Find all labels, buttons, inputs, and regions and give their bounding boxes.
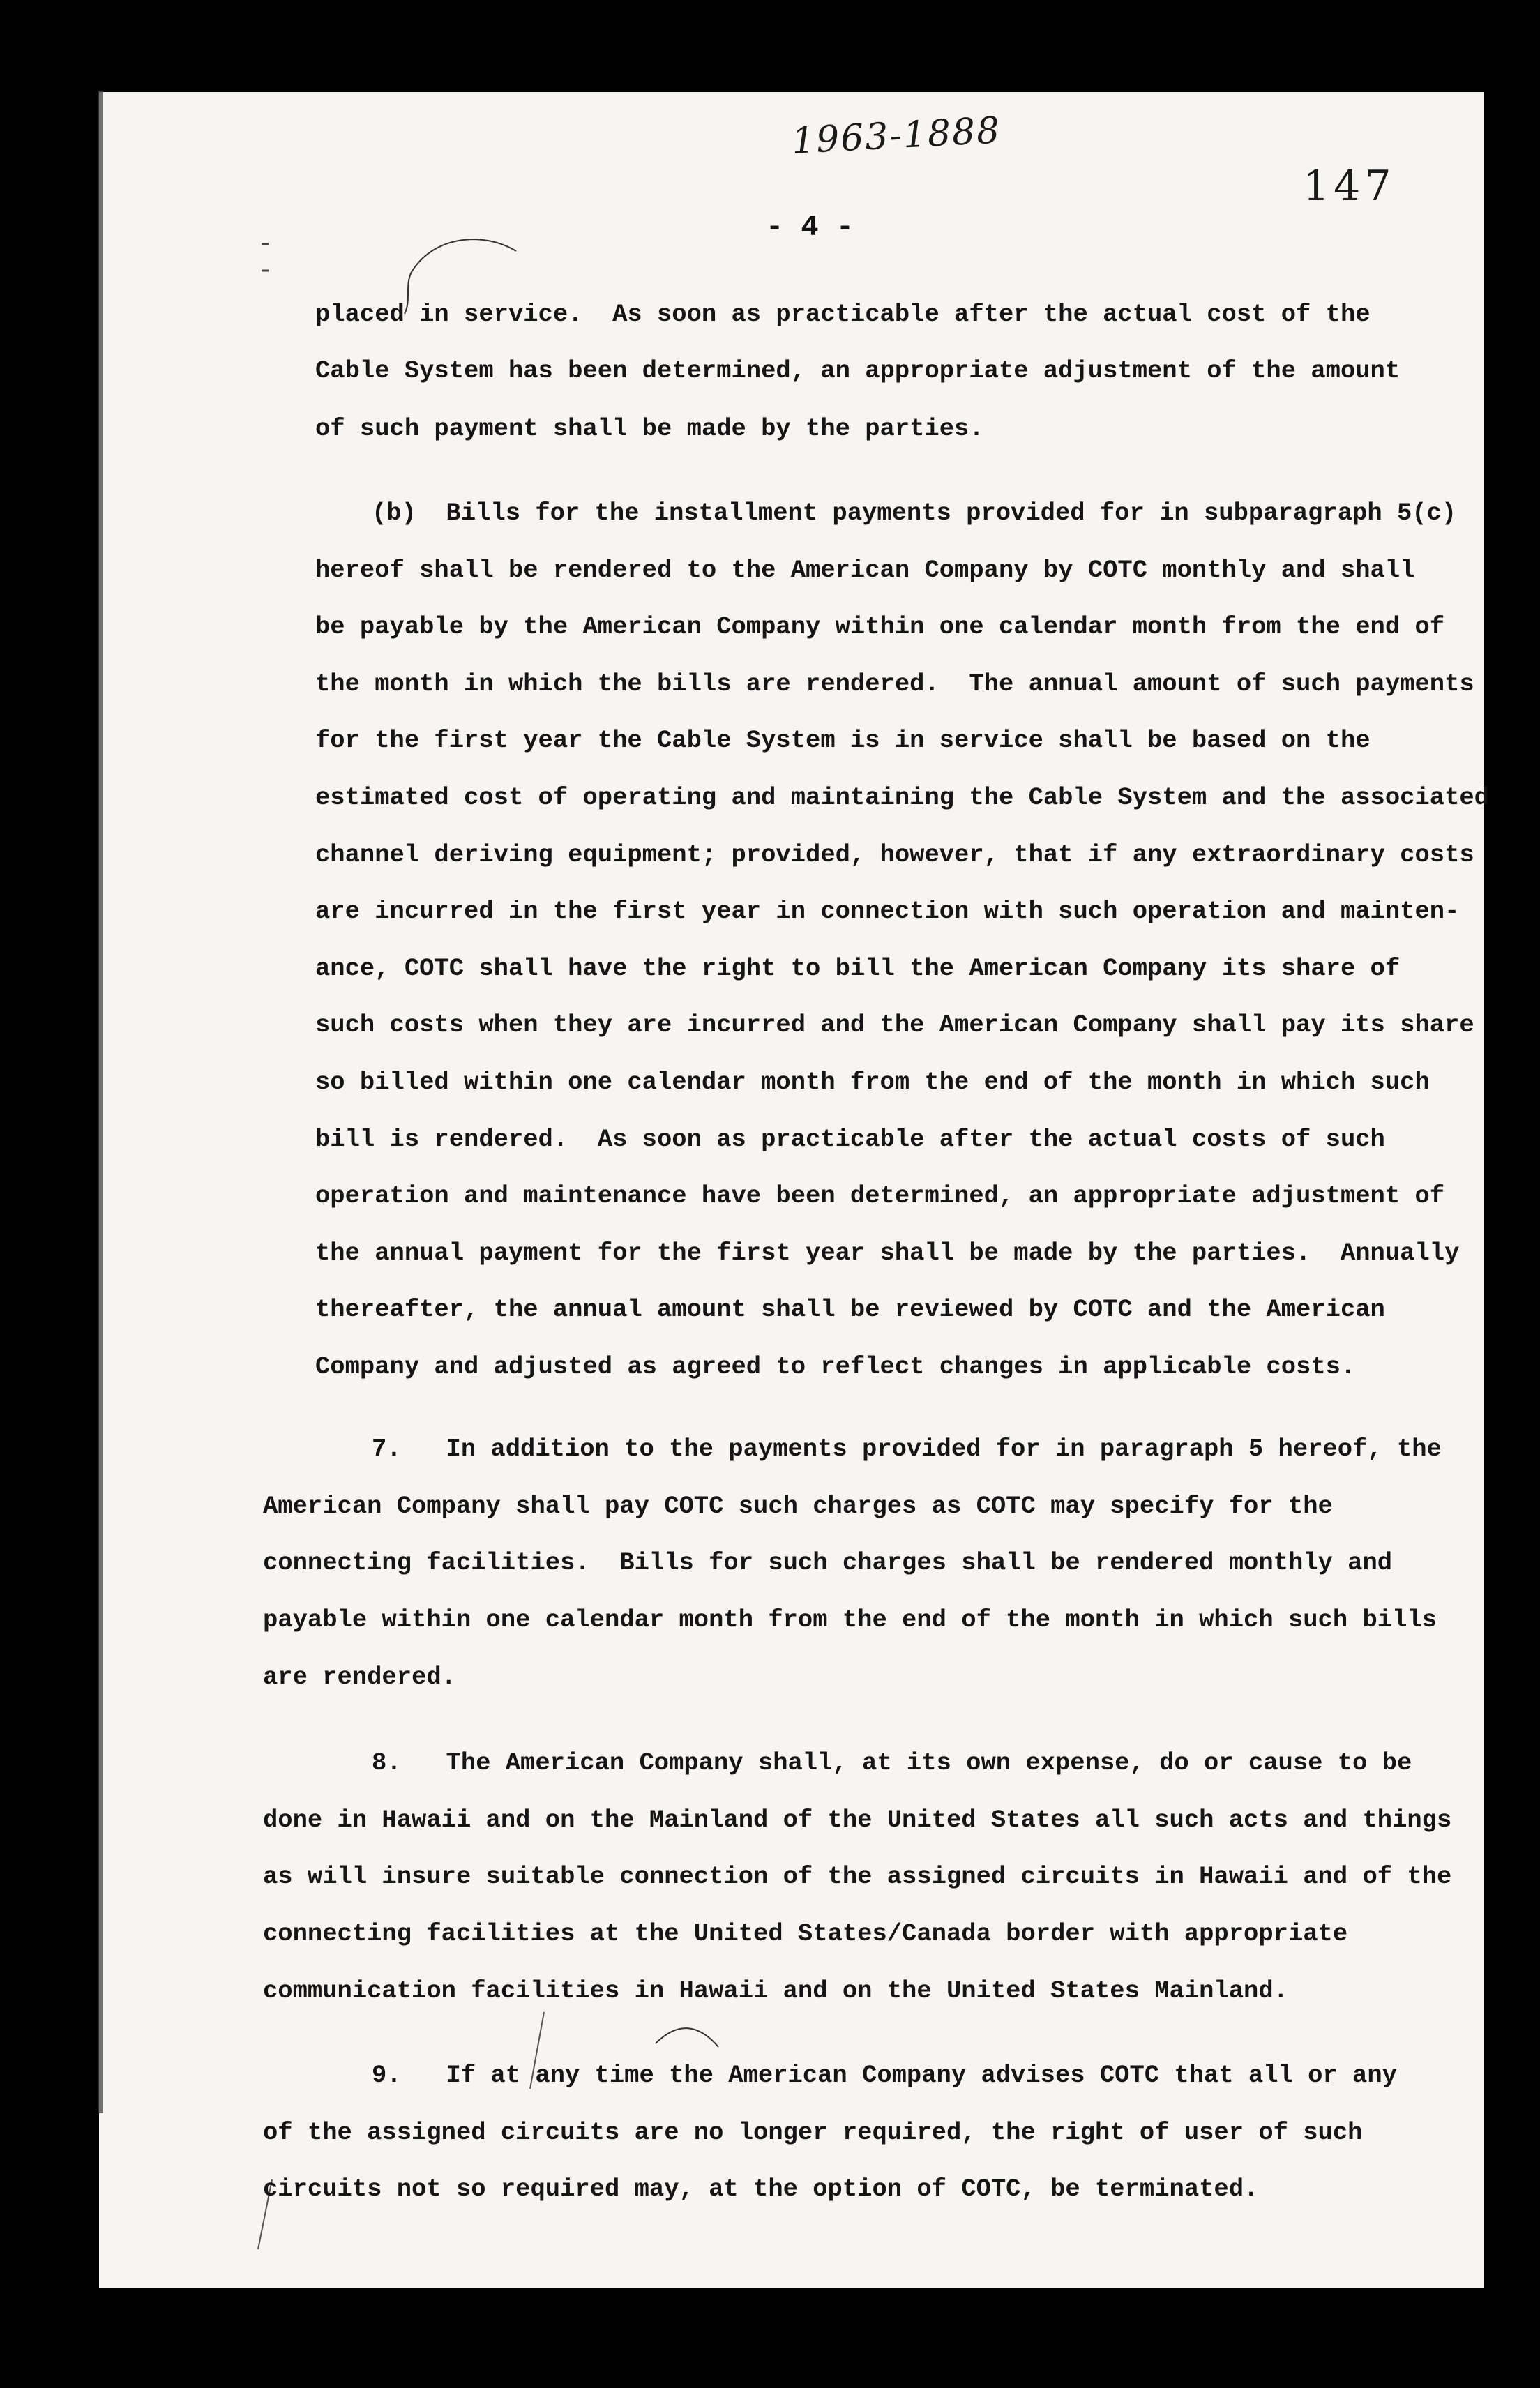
text-line: done in Hawaii and on the Mainland of the United States all such acts and things: [263, 1806, 1452, 1834]
text-line: 9. If at any time the American Company advises COTC that all or any: [372, 2061, 1397, 2090]
text-line: connecting facilities. Bills for such charges shall be rendered monthly and: [263, 1548, 1393, 1577]
text-line: channel deriving equipment; provided, however, that if any extraordinary costs: [315, 840, 1474, 869]
text-line: be payable by the American Company within one calendar month from the end of: [315, 612, 1445, 641]
text-line: estimated cost of operating and maintaining the Cable System and the associated: [315, 783, 1489, 812]
text-line: are rendered.: [263, 1663, 456, 1691]
handwritten-reference: 1963-1888: [790, 109, 1002, 163]
text-line: are incurred in the first year in connection with such operation and mainten-: [315, 897, 1460, 925]
text-line: the month in which the bills are rendered. The annual amount of such payments: [315, 670, 1474, 698]
dash-mark-icon: [258, 237, 279, 279]
text-line: the annual payment for the first year shall be made by the parties. Annually: [315, 1239, 1460, 1267]
text-line: thereafter, the annual amount shall be reviewed by COTC and the American: [315, 1295, 1385, 1324]
text-line: for the first year the Cable System is in service shall be based on the: [315, 726, 1371, 755]
page-number: - 4 -: [766, 211, 854, 244]
text-line: so billed within one calendar month from the end of the month in which such: [315, 1068, 1430, 1096]
text-line: placed in service. As soon as practicable after the actual cost of the: [315, 300, 1371, 328]
text-line: operation and maintenance have been determined, an appropriate adjustment of: [315, 1181, 1445, 1210]
text-line: as will insure suitable connection of the assigned circuits in Hawaii and of the: [263, 1862, 1452, 1891]
text-line: Cable System has been determined, an appropriate adjustment of the amount: [315, 356, 1401, 385]
text-line: bill is rendered. As soon as practicable after the actual costs of such: [315, 1125, 1385, 1154]
text-line: ance, COTC shall have the right to bill the American Company its share of: [315, 954, 1401, 983]
text-line: 7. In addition to the payments provided for in paragraph 5 hereof, the: [372, 1435, 1442, 1463]
text-line: communication facilities in Hawaii and on the United States Mainland.: [263, 1977, 1288, 2005]
text-line: American Company shall pay COTC such charges as COTC may specify for the: [263, 1492, 1333, 1520]
text-line: 8. The American Company shall, at its own expense, do or cause to be: [372, 1748, 1412, 1777]
text-line: circuits not so required may, at the option of COTC, be terminated.: [263, 2175, 1259, 2203]
text-line: of such payment shall be made by the parties.: [315, 414, 984, 443]
text-line: Company and adjusted as agreed to reflect changes in applicable costs.: [315, 1352, 1356, 1381]
text-line: such costs when they are incurred and the American Company shall pay its share: [315, 1011, 1474, 1039]
text-line: of the assigned circuits are no longer required, the right of user of such: [263, 2118, 1363, 2147]
text-line: connecting facilities at the United States/Canada border with appropriate: [263, 1919, 1348, 1948]
page-edge-shadow: [98, 91, 103, 2113]
text-line: payable within one calendar month from the end of the month in which such bills: [263, 1605, 1437, 1634]
text-line: hereof shall be rendered to the American Company by COTC monthly and shall: [315, 556, 1415, 584]
text-line: (b) Bills for the installment payments provided for in subparagraph 5(c): [372, 499, 1457, 527]
folio-number: 147: [1303, 162, 1396, 211]
pencil-tick-icon: [649, 2016, 732, 2057]
